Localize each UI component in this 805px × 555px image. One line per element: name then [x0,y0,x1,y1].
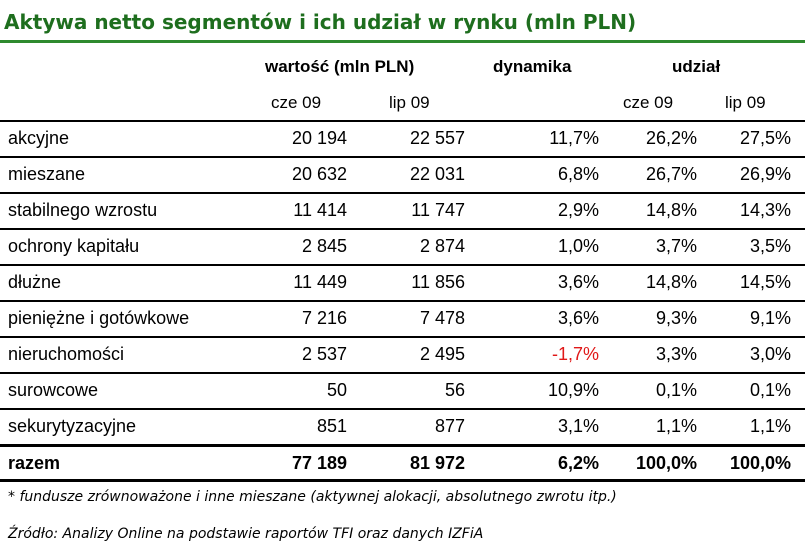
table-row [0,300,805,336]
dynamics-cell: 1,0% [557,236,599,256]
table-row [0,372,805,408]
share-jun-cell: 3,7% [655,236,697,256]
dynamics-cell: 3,6% [557,308,599,328]
segment-name-cell: nieruchomości [8,344,125,364]
dynamics-cell: 6,8% [557,164,599,184]
segment-name-cell: sekurytyzacyjne [8,416,137,436]
value-jul-cell: 2 874 [419,236,465,256]
value-jul-cell: 11 856 [411,272,465,292]
share-jul-cell: 14,5% [739,272,791,292]
share-jun-cell: 9,3% [655,308,697,328]
value-jun-cell: 2 845 [301,236,347,256]
value-jul-cell: 22 031 [409,164,465,184]
table-row [0,228,805,264]
page-title: Aktywa netto segmentów i ich udział w rynku (mln PLN) [4,10,637,34]
table-row [0,192,805,228]
segment-name-cell: ochrony kapitału [8,236,140,256]
share-jun-cell: 26,7% [645,164,697,184]
share-jul-cell: 9,1% [749,308,791,328]
share-jun-cell: 14,8% [645,200,697,220]
share-jul-cell: 1,1% [749,416,791,436]
segment-name-cell: pieniężne i gotówkowe [8,308,190,328]
value-jun-cell: 11 414 [293,200,347,220]
source-note: Źródło: Analizy Online na podstawie raportów TFI oraz danych IZFiA [8,526,484,542]
value-jul-cell: 11 747 [411,200,465,220]
segments-table [0,120,805,482]
table-row [0,408,805,444]
segment-name-cell: razem [8,453,61,473]
header-dynamics: dynamika [493,57,572,76]
value-jul-cell: 81 972 [409,453,465,473]
segment-name-cell: stabilnego wzrostu [8,200,158,220]
dynamics-cell: 10,9% [547,380,599,400]
title-underline [0,40,805,43]
header-share-jun: cze 09 [623,93,674,112]
value-jul-cell: 877 [434,416,465,436]
table-row [0,120,805,156]
value-jul-cell: 7 478 [419,308,465,328]
dynamics-cell: 2,9% [557,200,599,220]
header-value-jul: lip 09 [389,93,430,112]
value-jun-cell: 2 537 [301,344,347,364]
dynamics-cell: 6,2% [557,453,599,473]
value-jun-cell: 851 [316,416,347,436]
share-jul-cell: 0,1% [749,380,791,400]
footnote: * fundusze zrównoważone i inne mieszane (aktywnej alokacji, absolutnego zwrotu itp.) [8,489,617,505]
title-bar [0,0,805,44]
share-jun-cell: 0,1% [655,380,697,400]
value-jul-cell: 56 [444,380,465,400]
value-jun-cell: 7 216 [301,308,347,328]
table-row [0,156,805,192]
share-jul-cell: 26,9% [739,164,791,184]
dynamics-cell: 3,6% [557,272,599,292]
value-jul-cell: 2 495 [419,344,465,364]
value-jul-cell: 22 557 [409,128,465,148]
share-jun-cell: 100,0% [635,453,697,473]
segment-name-cell: mieszane [8,164,86,184]
table-row [0,336,805,372]
value-jun-cell: 50 [326,380,347,400]
share-jul-cell: 14,3% [739,200,791,220]
share-jun-cell: 14,8% [645,272,697,292]
header-value-jun: cze 09 [271,93,322,112]
share-jul-cell: 100,0% [729,453,791,473]
header-share-jul: lip 09 [725,93,766,112]
header-share-group: udział [672,57,721,76]
dynamics-cell: 3,1% [557,416,599,436]
header-value-group: wartość (mln PLN) [265,57,415,76]
share-jul-cell: 3,0% [749,344,791,364]
share-jul-cell: 3,5% [749,236,791,256]
dynamics-cell: -1,7% [551,344,599,364]
value-jun-cell: 20 632 [291,164,347,184]
value-jun-cell: 20 194 [291,128,347,148]
value-jun-cell: 11 449 [293,272,347,292]
dynamics-cell: 11,7% [549,128,599,148]
share-jun-cell: 3,3% [655,344,697,364]
share-jun-cell: 26,2% [645,128,697,148]
share-jun-cell: 1,1% [655,416,697,436]
segment-name-cell: dłużne [8,272,62,292]
share-jul-cell: 27,5% [739,128,791,148]
total-row [0,444,805,482]
segment-name-cell: surowcowe [8,380,99,400]
value-jun-cell: 77 189 [291,453,347,473]
table-row [0,264,805,300]
segment-name-cell: akcyjne [8,128,70,148]
